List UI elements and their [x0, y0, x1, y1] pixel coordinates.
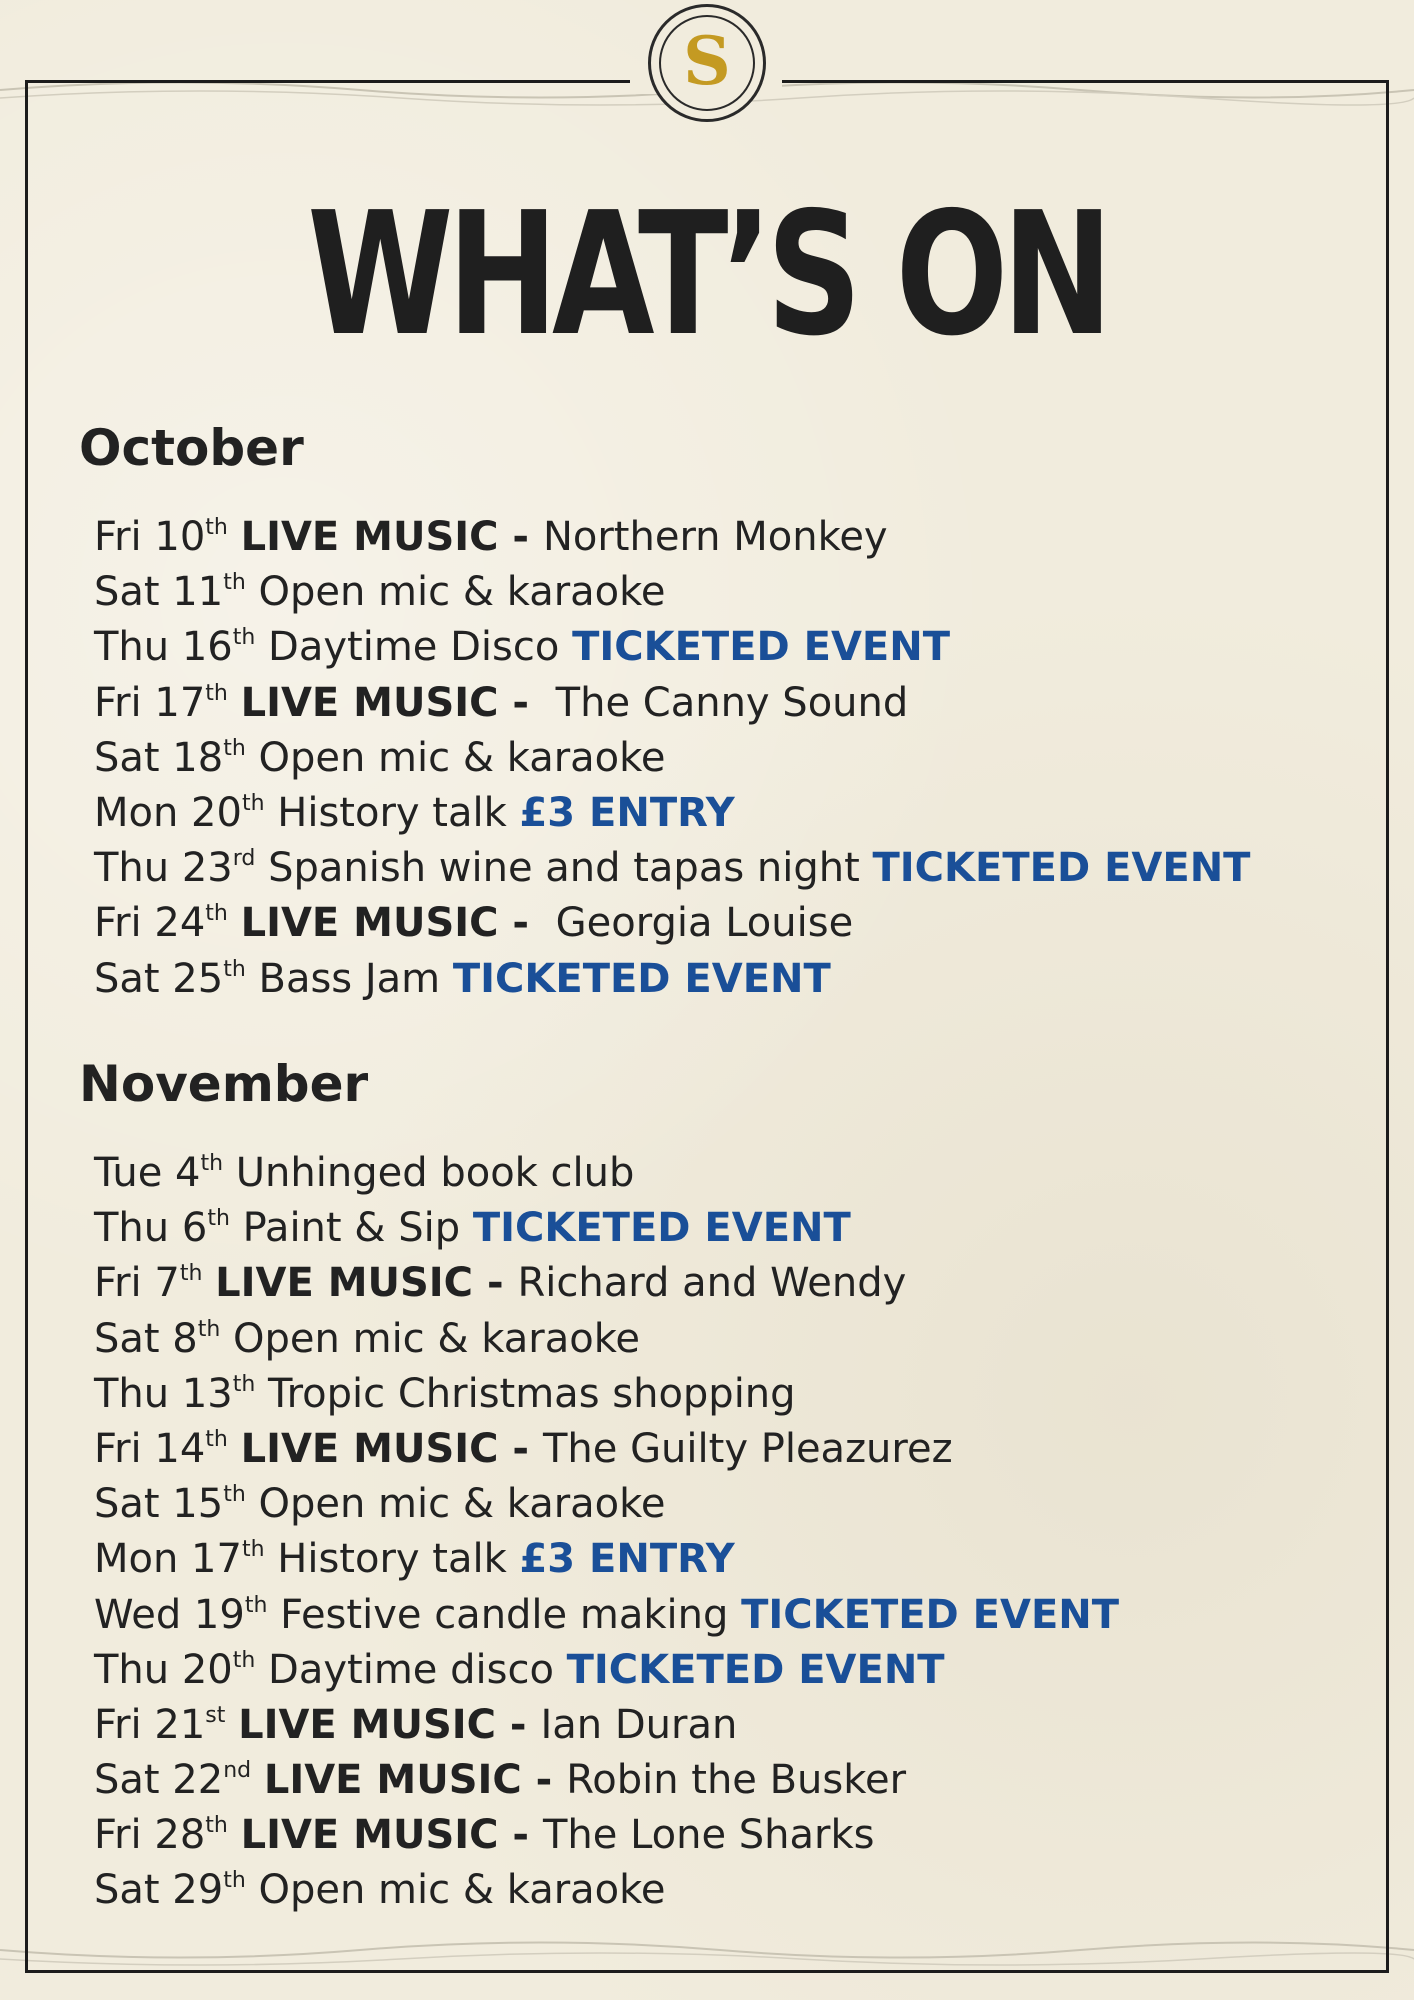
- event-date: Sat 22: [94, 1757, 224, 1804]
- event-item: [94, 565, 1250, 620]
- event-badge: TICKETED EVENT: [472, 1205, 851, 1252]
- event-item: [94, 952, 1250, 1007]
- event-date: Tue 4: [94, 1150, 201, 1196]
- date-suffix: nd: [223, 1758, 252, 1784]
- event-item: [94, 676, 1250, 731]
- event-date: Fri 28: [94, 1812, 206, 1859]
- live-music-label: LIVE MUSIC -: [263, 1757, 567, 1804]
- event-date: Mon 20: [94, 789, 242, 836]
- event-item: [94, 896, 1250, 951]
- event-item: [94, 786, 1250, 841]
- event-date: Sat 8: [94, 1315, 198, 1362]
- date-suffix: th: [223, 570, 246, 596]
- event-date: Fri 14: [94, 1425, 206, 1472]
- event-item: [94, 731, 1250, 786]
- date-suffix: th: [232, 1371, 256, 1397]
- event-item: [94, 1863, 1119, 1918]
- event-item: [94, 1477, 1119, 1532]
- event-date: Fri 10: [94, 514, 206, 560]
- event-item: [94, 1588, 1119, 1643]
- event-title: Tropic Christmas shopping: [268, 1370, 796, 1417]
- event-date: Wed 19: [94, 1591, 245, 1638]
- october-event-list: [94, 510, 1250, 1007]
- event-date: Sat 18: [94, 734, 224, 781]
- event-badge: TICKETED EVENT: [566, 1646, 945, 1693]
- event-badge: TICKETED EVENT: [872, 845, 1251, 892]
- event-title: Open mic & karaoke: [233, 1315, 641, 1362]
- event-date: Fri 7: [94, 1260, 180, 1307]
- month-heading: October: [79, 419, 304, 477]
- date-suffix: th: [200, 1151, 224, 1176]
- date-suffix: th: [223, 1868, 246, 1894]
- date-suffix: th: [232, 625, 256, 651]
- event-item: [94, 1422, 1119, 1477]
- event-title: Daytime Disco: [268, 624, 573, 671]
- event-title: Richard and Wendy: [517, 1260, 907, 1307]
- event-badge: £3 ENTRY: [519, 1536, 735, 1583]
- event-item: [94, 1643, 1119, 1698]
- date-suffix: th: [207, 1206, 230, 1232]
- live-music-label: LIVE MUSIC -: [240, 679, 543, 726]
- live-music-label: LIVE MUSIC -: [240, 514, 543, 560]
- event-date: Mon 17: [94, 1536, 242, 1583]
- event-badge: TICKETED EVENT: [572, 624, 951, 671]
- event-title: Unhinged book club: [235, 1150, 635, 1196]
- event-date: Sat 15: [94, 1481, 224, 1528]
- date-suffix: th: [205, 680, 228, 706]
- event-title: Ian Duran: [540, 1701, 738, 1748]
- event-item: [94, 1146, 1119, 1201]
- event-item: [94, 1753, 1119, 1808]
- event-title: Open mic & karaoke: [258, 734, 666, 781]
- event-title: Festive candle making: [280, 1591, 742, 1638]
- event-date: Thu 16: [94, 624, 233, 671]
- event-item: [94, 841, 1250, 896]
- date-suffix: th: [179, 1261, 203, 1287]
- event-title: History talk: [277, 789, 520, 836]
- date-suffix: th: [205, 1426, 228, 1452]
- event-date: Thu 20: [94, 1646, 233, 1693]
- event-item: [94, 1698, 1119, 1753]
- event-item: [94, 620, 1250, 675]
- event-date: Sat 11: [94, 569, 224, 616]
- event-date: Sat 25: [94, 955, 224, 1002]
- live-music-label: LIVE MUSIC -: [240, 1425, 543, 1472]
- event-item: [94, 1532, 1119, 1587]
- event-title: Bass Jam: [258, 955, 453, 1002]
- event-date: Fri 17: [94, 679, 206, 726]
- event-title: Paint & Sip: [242, 1205, 473, 1252]
- event-date: Thu 13: [94, 1370, 233, 1417]
- event-item: [94, 1256, 1119, 1311]
- event-title: Northern Monkey: [542, 514, 888, 560]
- event-item: [94, 1367, 1119, 1422]
- date-suffix: th: [223, 1482, 246, 1508]
- event-item: [94, 1312, 1119, 1367]
- date-suffix: th: [223, 956, 246, 982]
- live-music-label: LIVE MUSIC -: [240, 1812, 543, 1859]
- date-suffix: th: [232, 1647, 256, 1673]
- logo-inner-ring: [659, 15, 755, 111]
- date-suffix: th: [241, 790, 265, 816]
- event-item: [94, 510, 1250, 565]
- event-title: History talk: [277, 1536, 520, 1583]
- date-suffix: th: [244, 1592, 268, 1618]
- event-item: [94, 1201, 1119, 1256]
- event-title: Robin the Busker: [566, 1757, 907, 1804]
- november-event-list: [94, 1146, 1119, 1919]
- event-date: Thu 23: [94, 845, 233, 892]
- event-title: Spanish wine and tapas night: [268, 845, 873, 892]
- event-title: Open mic & karaoke: [258, 1481, 666, 1528]
- event-date: Sat 29: [94, 1867, 224, 1914]
- date-suffix: th: [197, 1316, 221, 1342]
- month-heading: November: [79, 1055, 369, 1113]
- event-title: The Canny Sound: [542, 679, 909, 726]
- event-badge: £3 ENTRY: [519, 789, 735, 836]
- event-badge: TICKETED EVENT: [452, 955, 831, 1002]
- event-title: Open mic & karaoke: [258, 1867, 666, 1914]
- event-date: Fri 24: [94, 900, 206, 947]
- date-suffix: th: [223, 735, 246, 761]
- date-suffix: th: [205, 901, 228, 927]
- live-music-label: LIVE MUSIC -: [215, 1260, 518, 1307]
- date-suffix: th: [205, 515, 228, 540]
- event-title: Open mic & karaoke: [258, 569, 666, 616]
- date-suffix: st: [205, 1702, 226, 1728]
- date-suffix: th: [241, 1537, 265, 1563]
- event-title: Georgia Louise: [542, 900, 854, 947]
- event-title: Daytime disco: [268, 1646, 567, 1693]
- date-suffix: rd: [232, 846, 256, 872]
- event-date: Thu 6: [94, 1205, 208, 1252]
- event-badge: TICKETED EVENT: [741, 1591, 1120, 1638]
- event-item: [94, 1808, 1119, 1863]
- date-suffix: th: [205, 1813, 228, 1839]
- live-music-label: LIVE MUSIC -: [238, 1701, 541, 1748]
- page-title: WHAT’S ON: [307, 176, 1107, 374]
- event-title: The Lone Sharks: [542, 1812, 875, 1859]
- event-title: The Guilty Pleazurez: [542, 1425, 953, 1472]
- live-music-label: LIVE MUSIC -: [240, 900, 543, 947]
- logo-letter: S: [683, 22, 731, 100]
- venue-logo: [648, 4, 766, 122]
- event-date: Fri 21: [94, 1701, 206, 1748]
